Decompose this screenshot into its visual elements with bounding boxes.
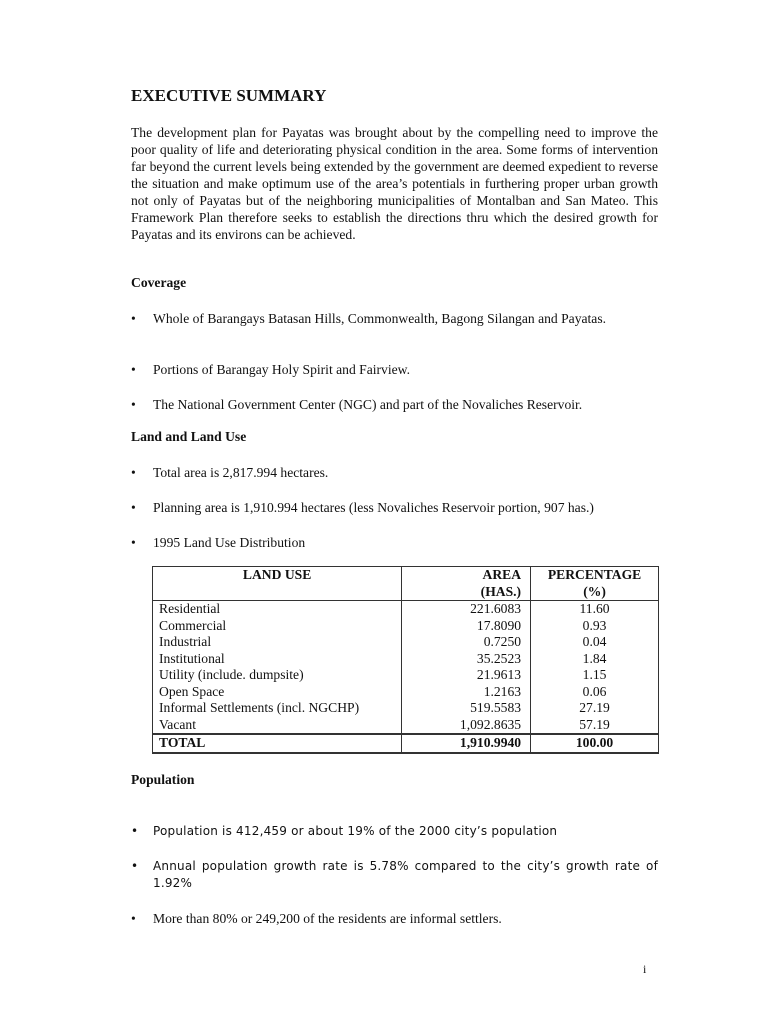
- area-cell: 1,092.8635: [402, 717, 531, 735]
- land-use-cell: Residential: [153, 601, 402, 618]
- land-use-cell: Open Space: [153, 684, 402, 701]
- table-row: [153, 667, 659, 684]
- land-use-cell: Commercial: [153, 618, 402, 635]
- list-item: • The National Government Center (NGC) and part of the Novaliches Reservoir.: [131, 396, 658, 413]
- table-row: [153, 651, 659, 668]
- col-header-percentage: PERCENTAGE (%): [531, 567, 659, 601]
- list-item-text: Annual population growth rate is 5.78% compared to the city’s growth rate of 1.92%: [153, 859, 658, 890]
- area-cell: 21.9613: [402, 667, 531, 684]
- area-cell: 221.6083: [402, 601, 531, 618]
- list-item: • Population is 412,459 or about 19% of the 2000 city’s population: [131, 823, 658, 840]
- list-item: • 1995 Land Use Distribution: [131, 534, 658, 551]
- population-heading: Population: [131, 772, 195, 787]
- percentage-cell: 11.60: [531, 601, 659, 618]
- area-cell: 17.8090: [402, 618, 531, 635]
- table-row: [153, 717, 659, 735]
- list-item: • Portions of Barangay Holy Spirit and Fairview.: [131, 361, 658, 378]
- percentage-cell: 0.06: [531, 684, 659, 701]
- list-item: • Whole of Barangays Batasan Hills, Commonwealth, Bagong Silangan and Payatas.: [131, 310, 658, 327]
- page-number: i: [643, 962, 647, 976]
- list-item-text: 1995 Land Use Distribution: [153, 535, 306, 550]
- list-item-text: Portions of Barangay Holy Spirit and Fairview.: [153, 362, 410, 377]
- intro-paragraph: The development plan for Payatas was brought about by the compelling need to improve the poor quality of life and deteriorating physical condition in the area. Some forms of intervention far beyond the current levels being extended by the government are deemed expedient to reverse the situation and make optimum use of the area’s potentials in furthering proper urban growth not only of Payatas but of the neighboring municipalities of Montalban and San Mateo. This Framework Plan therefore seeks to establish the directions thru which the desired growth for Payatas and its environs can be achieved.: [131, 125, 658, 242]
- table-row: [153, 700, 659, 717]
- list-item-text: Total area is 2,817.994 hectares.: [153, 465, 329, 480]
- coverage-heading: Coverage: [131, 275, 187, 290]
- area-cell: 519.5583: [402, 700, 531, 717]
- table-row: [153, 601, 659, 618]
- land-use-cell: Informal Settlements (incl. NGCHP): [153, 700, 402, 717]
- list-item: • Total area is 2,817.994 hectares.: [131, 464, 658, 481]
- page-title: EXECUTIVE SUMMARY: [131, 86, 327, 105]
- percentage-cell: 1.84: [531, 651, 659, 668]
- land-use-cell: Vacant: [153, 717, 402, 735]
- land-use-cell: Institutional: [153, 651, 402, 668]
- area-cell: 1,910.9940: [402, 734, 531, 753]
- percentage-cell: 0.04: [531, 634, 659, 651]
- list-item-text: Population is 412,459 or about 19% of the 2000 city’s population: [153, 824, 558, 838]
- percentage-cell: 0.93: [531, 618, 659, 635]
- col-header-area: AREA (HAS.): [402, 567, 531, 601]
- table-row: [153, 634, 659, 651]
- percentage-cell: 27.19: [531, 700, 659, 717]
- land-use-cell: Utility (include. dumpsite): [153, 667, 402, 684]
- land-use-table: [152, 566, 659, 754]
- land-use-cell: TOTAL: [153, 734, 402, 753]
- percentage-cell: 57.19: [531, 717, 659, 735]
- percentage-cell: 100.00: [531, 734, 659, 753]
- list-item: • More than 80% or 249,200 of the residents are informal settlers.: [131, 910, 658, 927]
- list-item-text: Planning area is 1,910.994 hectares (less Novaliches Reservoir portion, 907 has.): [153, 500, 594, 515]
- list-item-text: More than 80% or 249,200 of the residents are informal settlers.: [153, 911, 502, 926]
- col-header-land-use: LAND USE: [153, 567, 402, 601]
- list-item-text: Whole of Barangays Batasan Hills, Commonwealth, Bagong Silangan and Payatas.: [153, 311, 607, 326]
- land-use-cell: Industrial: [153, 634, 402, 651]
- area-cell: 35.2523: [402, 651, 531, 668]
- land-use-heading: Land and Land Use: [131, 429, 247, 444]
- table-row: [153, 618, 659, 635]
- table-total-row: [153, 734, 659, 753]
- percentage-cell: 1.15: [531, 667, 659, 684]
- list-item: • Planning area is 1,910.994 hectares (less Novaliches Reservoir portion, 907 has.): [131, 499, 658, 516]
- area-cell: 1.2163: [402, 684, 531, 701]
- table-row: [153, 684, 659, 701]
- area-cell: 0.7250: [402, 634, 531, 651]
- list-item-text: The National Government Center (NGC) and part of the Novaliches Reservoir.: [153, 397, 583, 412]
- list-item: • Annual population growth rate is 5.78% compared to the city’s growth rate of 1.92%: [131, 859, 658, 890]
